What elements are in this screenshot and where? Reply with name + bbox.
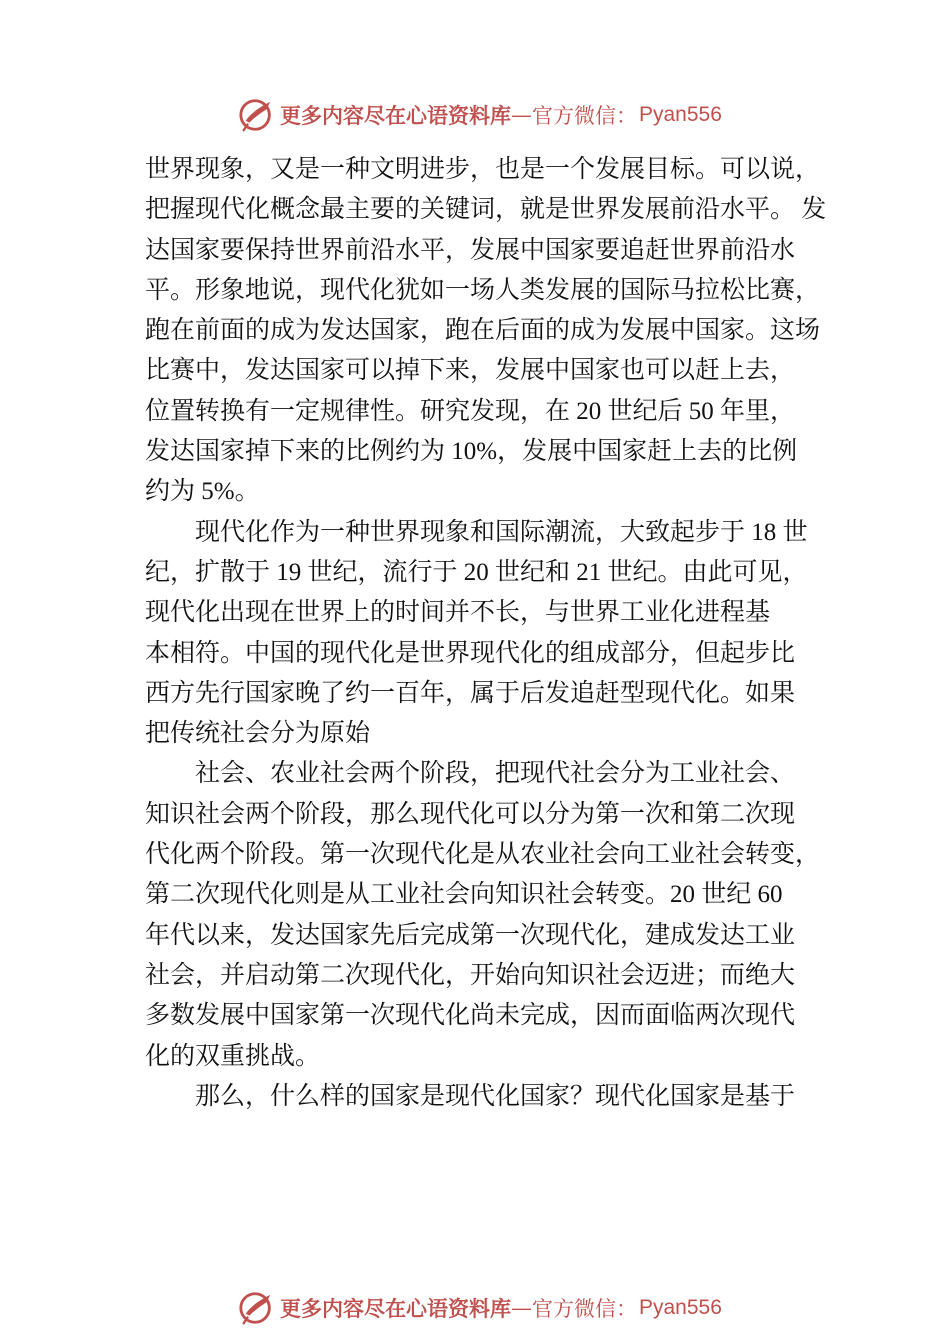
body-line: 多数发展中国家第一次现代化尚未完成，因而面临两次现代: [145, 1002, 796, 1030]
banner-title: 更多内容尽在心语资料库: [280, 103, 511, 128]
body-line: 西方先行国家晚了约一百年，属于后发追赶型现代化。如果: [145, 679, 796, 707]
body-line: 年代以来，发达国家先后完成第一次现代化，建成发达工业: [145, 921, 796, 949]
body-line: 化的双重挑战。: [145, 1042, 321, 1070]
body-line: 现代化出现在世界上的时间并不长，与世界工业化进程基: [145, 599, 771, 627]
body-line: 比赛中，发达国家可以掉下来，发展中国家也可以赶上去，: [145, 357, 796, 385]
body-line: 社会，并启动第二次现代化，开始向知识社会迈进；而绝大: [145, 961, 796, 989]
body-line: 约为 5%。: [145, 478, 260, 506]
body-line: 达国家要保持世界前沿水平，发展中国家要追赶世界前沿水: [145, 236, 796, 264]
document-body: [145, 150, 835, 1117]
body-line: 第二次现代化则是从工业社会向知识社会转变。20 世纪 60: [145, 881, 783, 909]
banner-wechat-label: 官方微信：: [532, 104, 637, 128]
paragraph-start-line: 现代化作为一种世界现象和国际潮流，大致起步于 18 世: [195, 518, 808, 546]
banner-wechat-id: Pyan556: [639, 103, 722, 126]
body-line: 位置转换有一定规律性。研究发现，在 20 世纪后 50 年里，: [145, 397, 796, 425]
banner-title: 更多内容尽在心语资料库: [280, 1296, 511, 1321]
banner-separator: —: [511, 103, 532, 127]
body-line: 平。形象地说，现代化犹如一场人类发展的国际马拉松比赛，: [145, 276, 821, 304]
body-line: 把握现代化概念最主要的关键词，就是世界发展前沿水平。 发: [145, 196, 827, 224]
body-line: 跑在前面的成为发达国家，跑在后面的成为发展中国家。这场: [145, 317, 821, 345]
body-line: 世界现象，又是一种文明进步，也是一个发展目标。可以说，: [145, 156, 821, 183]
paragraph-start-line: 社会、农业社会两个阶段，把现代社会分为工业社会、: [195, 760, 796, 788]
banner-separator: —: [511, 1296, 532, 1320]
body-line: 纪，扩散于 19 世纪，流行于 20 世纪和 21 世纪。由此可见，: [145, 558, 808, 586]
paragraph-start-line: 那么，什么样的国家是现代化国家？现代化国家是基于: [195, 1082, 796, 1110]
banner-wechat-label: 官方微信：: [532, 1297, 637, 1321]
body-line: 发达国家掉下来的比例约为 10%，发展中国家赶上去的比例: [145, 438, 798, 466]
header-banner: [238, 95, 722, 135]
body-line: 代化两个阶段。第一次现代化是从农业社会向工业社会转变，: [145, 841, 821, 869]
body-line: 把传统社会分为原始: [145, 720, 371, 748]
pen-logo-icon: [238, 96, 276, 134]
body-line: 本相符。中国的现代化是世界现代化的组成部分，但起步比: [145, 639, 796, 667]
footer-banner: [238, 1288, 722, 1328]
body-line: 知识社会两个阶段，那么现代化可以分为第一次和第二次现: [145, 800, 796, 828]
banner-wechat-id: Pyan556: [639, 1296, 722, 1319]
pen-logo-icon: [238, 1289, 276, 1327]
